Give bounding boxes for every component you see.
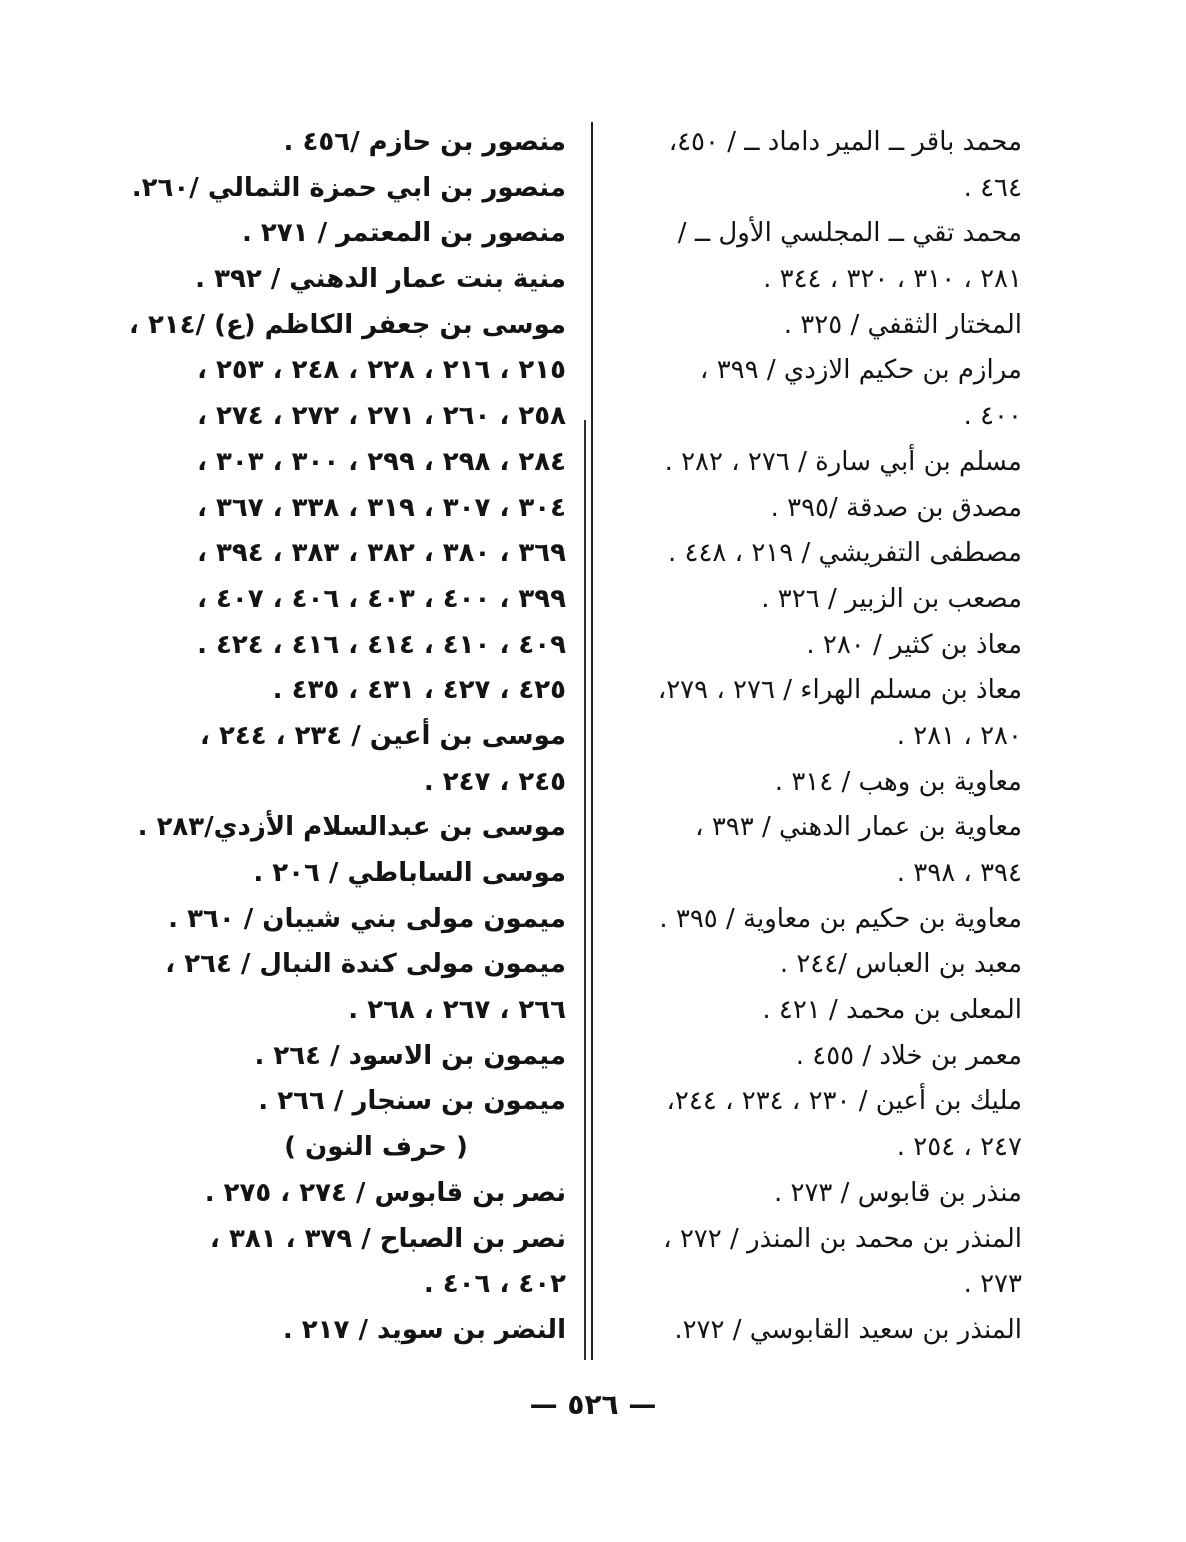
index-line: المختار الثقفي / ٣٢٥ . [783,309,1022,340]
index-line: ٢٧٣ . [963,1269,1022,1300]
index-line: ٢٨٤ ، ٢٩٨ ، ٢٩٩ ، ٣٠٠ ، ٣٠٣ ، [197,446,566,477]
index-line: معاذ بن مسلم الهراء / ٢٧٦ ، ٢٧٩، [657,675,1022,706]
index-line: ٣٦٩ ، ٣٨٠ ، ٣٨٢ ، ٣٨٣ ، ٣٩٤ ، [197,538,566,569]
index-line: ميمون مولى بني شيبان / ٣٦٠ . [168,903,566,934]
index-line: ٢٤٧ ، ٢٥٤ . [896,1132,1022,1163]
index-line: ٤٠٠ . [963,401,1022,432]
right-index-column [602,120,1022,1354]
index-line: المنذر بن سعيد القابوسي / ٢٧٢. [674,1314,1022,1345]
page-number: — ٥٢٦ — [529,1388,657,1421]
index-line: ميمون بن سنجار / ٢٦٦ . [258,1086,566,1117]
index-line: مصعب بن الزبير / ٣٢٦ . [761,583,1022,614]
index-line: ٢٨٠ ، ٢٨١ . [896,720,1022,751]
index-line: ٤٦٤ . [963,172,1022,203]
index-line: موسى الساباطي / ٢٠٦ . [253,858,566,888]
index-line: ٣٩٩ ، ٤٠٠ ، ٤٠٣ ، ٤٠٦ ، ٤٠٧ ، [197,583,566,614]
left-index-column [129,120,566,1354]
index-line: موسى بن أعين / ٢٣٤ ، ٢٤٤ ، [200,720,566,751]
index-line: معبد بن العباس /٢٤٤ . [779,949,1022,980]
index-line: مليك بن أعين / ٢٣٠ ، ٢٣٤ ، ٢٤٤، [666,1086,1022,1117]
index-line: محمد باقر ــ المير داماد ــ / ٤٥٠، [668,127,1022,157]
index-line: ٤٢٥ ، ٤٢٧ ، ٤٣١ ، ٤٣٥ . [272,675,566,706]
index-line: مرازم بن حكيم الازدي / ٣٩٩ ، [700,355,1022,386]
index-line: نصر بن الصباح / ٣٧٩ ، ٣٨١ ، [210,1223,566,1254]
index-line: معاذ بن كثير / ٢٨٠ . [806,629,1022,660]
index-line: منصور بن ابي حمزة الثمالي /٢٦٠. [131,172,566,203]
index-line: مصطفى التفريشي / ٢١٩ ، ٤٤٨ . [667,538,1022,569]
index-line: ٢١٥ ، ٢١٦ ، ٢٢٨ ، ٢٤٨ ، ٢٥٣ ، [197,355,566,386]
index-line: معمر بن خلاد / ٤٥٥ . [795,1040,1022,1071]
index-line: ميمون بن الاسود / ٢٦٤ . [254,1040,566,1071]
index-line: ٢٥٨ ، ٢٦٠ ، ٢٧١ ، ٢٧٢ ، ٢٧٤ ، [197,401,566,432]
index-line: ٤٠٢ ، ٤٠٦ . [423,1269,566,1300]
index-line: معاوية بن حكيم بن معاوية / ٣٩٥ . [659,903,1022,934]
column-divider-shadow [584,420,586,1360]
index-line: ٢٨١ ، ٣١٠ ، ٣٢٠ ، ٣٤٤ . [763,264,1022,295]
section-heading: ( حرف النون ) [284,1132,468,1163]
index-line: ٤٠٩ ، ٤١٠ ، ٤١٤ ، ٤١٦ ، ٤٢٤ . [197,629,566,660]
index-line: منذر بن قابوس / ٢٧٣ . [773,1177,1022,1208]
index-line: ٢٤٥ ، ٢٤٧ . [423,766,566,797]
index-line: النضر بن سويد / ٢١٧ . [282,1314,566,1345]
index-line: ميمون مولى كندة النبال / ٢٦٤ ، [165,949,566,980]
index-line: منية بنت عمار الدهني / ٣٩٢ . [195,264,566,295]
index-line: موسى بن عبدالسلام الأزدي/٢٨٣ . [137,812,566,843]
column-divider [591,122,593,1360]
index-line: ٢٦٦ ، ٢٦٧ ، ٢٦٨ . [348,995,566,1026]
index-line: المنذر بن محمد بن المنذر / ٢٧٢ ، [663,1223,1022,1254]
index-line: المعلى بن محمد / ٤٢١ . [762,995,1022,1026]
index-line: محمد تقي ــ المجلسي الأول ــ / [677,218,1022,249]
index-line: مصدق بن صدقة /٣٩٥ . [770,492,1022,523]
index-line: موسى بن جعفر الكاظم (ع) /٢١٤ ، [129,309,566,340]
index-line: ٣٩٤ ، ٣٩٨ . [896,858,1022,888]
index-line: مسلم بن أبي سارة / ٢٧٦ ، ٢٨٢ . [664,446,1022,477]
index-line: معاوية بن عمار الدهني / ٣٩٣ ، [695,812,1022,843]
index-line: ٣٠٤ ، ٣٠٧ ، ٣١٩ ، ٣٣٨ ، ٣٦٧ ، [197,492,566,523]
index-line: معاوية بن وهب / ٣١٤ . [774,766,1022,797]
index-line: نصر بن قابوس / ٢٧٤ ، ٢٧٥ . [204,1177,566,1208]
index-line: منصور بن حازم /٤٥٦ . [283,127,566,157]
index-line: منصور بن المعتمر / ٢٧١ . [241,218,566,249]
